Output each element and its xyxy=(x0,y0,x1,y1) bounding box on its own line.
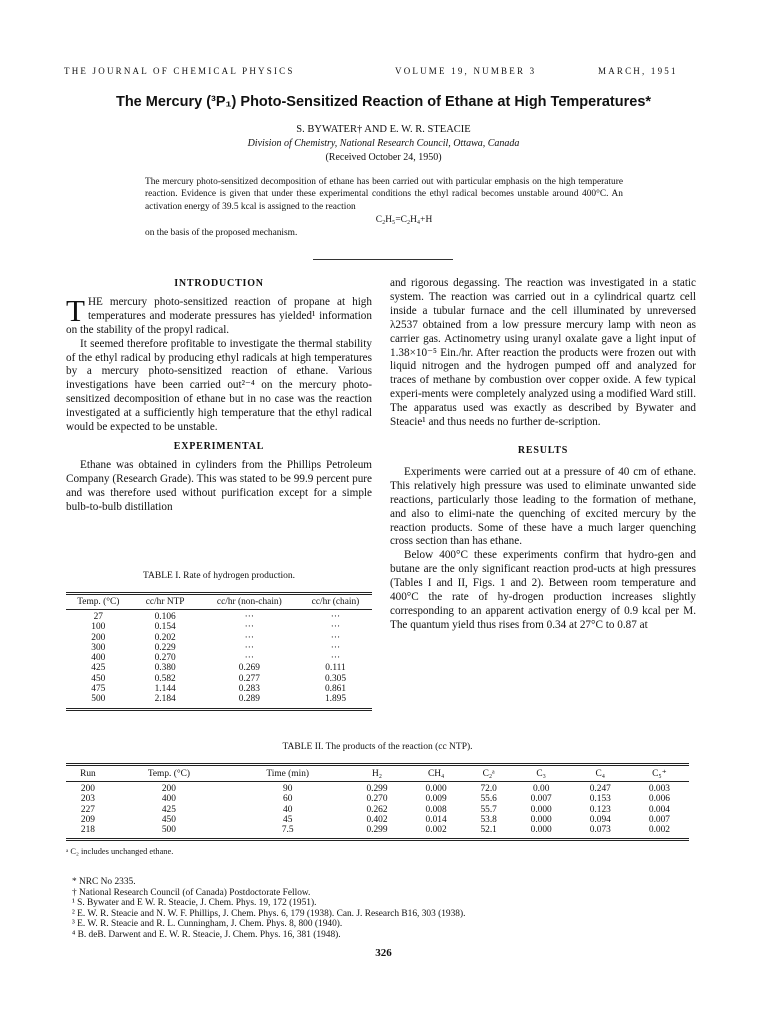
table1-cell: 100 xyxy=(91,622,106,633)
table1-cell: ··· xyxy=(244,612,255,622)
table1-cell: 0.229 xyxy=(154,642,176,653)
table2-cell: 0.00 xyxy=(532,784,550,794)
paper-title: The Mercury (³P₁) Photo-Sensitized Reaction of Ethane at High Temperatures* xyxy=(115,94,652,110)
abstract-tail: on the basis of the proposed mechanism. xyxy=(145,227,298,238)
table1-cell: 0.202 xyxy=(154,632,176,643)
table1-cell: 0.277 xyxy=(238,673,260,684)
footnote: ² E. W. R. Steacie and N. W. F. Phillips, J. Chem. Phys. 6, 179 (1938). Can. J. Research B16, 303 (1938). xyxy=(72,908,466,919)
table1-row xyxy=(66,622,372,632)
table2-cell: 500 xyxy=(161,825,176,836)
footnote: ¹ S. Bywater and E W. R. Steacie, J. Chem. Phys. 19, 172 (1951). xyxy=(72,898,317,909)
table2-cell: 0.000 xyxy=(530,804,552,815)
intro-paragraph-1: THE mercury photo-sensitized reaction of propane at high temperatures and moderate pressures has yielded¹ information on the stability of the propyl radical. xyxy=(66,292,372,336)
table2-row xyxy=(66,794,689,804)
table2-header: Run xyxy=(66,765,110,782)
abstract-text: The mercury photo-sensitized decomposition of ethane has been carried out with particular emphasis on the high temperature reaction. Evidence is given that under these experimental conditions the ethyl radical becomes unstable around 400°C. An activation energy of 39.5 kcal is assigned to the reaction xyxy=(145,177,623,212)
page-number: 326 xyxy=(375,947,392,959)
table1-cell: 0.154 xyxy=(154,622,176,633)
table2-cell: 55.6 xyxy=(480,794,497,805)
table2-header: Temp. (°C) xyxy=(110,765,228,782)
table2-cell: 7.5 xyxy=(281,825,294,836)
footnote: * NRC No 2335. xyxy=(72,877,136,887)
table2-cell: 200 xyxy=(80,784,95,794)
table1 xyxy=(66,592,372,711)
table1-cell: ··· xyxy=(330,642,341,653)
table2-header: C₅⁺ xyxy=(630,765,689,782)
table2-header: Time (min) xyxy=(228,765,347,782)
table1-row xyxy=(66,694,372,709)
table2-cell: 0.000 xyxy=(530,814,552,825)
table2-caption: TABLE II. The products of the reaction (cc NTP). xyxy=(282,742,473,752)
table2-cell: 0.007 xyxy=(530,794,552,805)
intro-paragraph-2: It seemed therefore profitable to investigate the thermal stability of the ethyl radical by producing ethyl radicals at high temperatures by a mercury photo-sensitized reaction of ethane. Various investigations have been carried out²⁻⁴ on the mercury photo-sensitized decomposition of ethane but in no case was the reaction investigated at a sufficiently high temperature that the ethyl radical would be expected to be unstable. xyxy=(66,337,372,434)
table1-cell: 0.269 xyxy=(238,663,260,674)
table1-cell: 300 xyxy=(91,642,106,653)
table2-row xyxy=(66,825,689,840)
table2-cell: 0.003 xyxy=(648,784,670,794)
results-paragraph-1: Experiments were carried out at a pressure of 40 cm of ethane. This relatively high pressure was used to eliminate unwanted side reactions, particularly those leading to the formation of methane, and also to elimi-nate the quenching of excited mercury by the reaction products. Some of these have a much larger quenching cross section than has ethane. xyxy=(390,465,696,548)
table2-cell: 0.000 xyxy=(530,825,552,836)
table2-cell: 200 xyxy=(161,784,176,794)
table2-cell: 72.0 xyxy=(480,784,497,794)
table2-cell: 0.262 xyxy=(366,804,388,815)
table2-cell: 60 xyxy=(283,794,293,805)
table1-cell: ··· xyxy=(244,632,255,643)
table1-cell: 200 xyxy=(91,632,106,643)
table1-cell: 0.861 xyxy=(324,684,347,695)
table2-cell: 90 xyxy=(283,784,293,794)
table2-cell: 0.153 xyxy=(589,794,611,805)
table2 xyxy=(66,763,689,858)
abstract xyxy=(145,176,623,239)
table2-cell: 0.123 xyxy=(589,804,611,815)
table1-cell: ··· xyxy=(244,642,255,653)
right-column xyxy=(390,277,696,633)
table2-cell: 218 xyxy=(80,825,95,836)
table2-cell: 40 xyxy=(283,804,293,815)
table1-header: cc/hr (non-chain) xyxy=(200,594,299,610)
table1-row xyxy=(66,663,372,673)
table2-cell: 425 xyxy=(161,804,176,815)
footnote: ⁴ B. deB. Darwent and E. W. R. Steacie, J. Chem. Phys. 16, 381 (1948). xyxy=(72,929,341,940)
footnote: † National Research Council (of Canada) Postdoctorate Fellow. xyxy=(72,887,311,898)
table2-cell: 0.002 xyxy=(648,825,670,836)
table2-cell: 0.002 xyxy=(425,825,447,836)
table2-header: C₄ xyxy=(571,765,630,782)
table2-cell: 53.8 xyxy=(480,814,497,825)
abstract-equation: C₂H₅=C₂H₄+H xyxy=(375,215,433,226)
table2-cell: 0.299 xyxy=(366,784,388,794)
table2-cell: 227 xyxy=(80,804,95,815)
table1-cell: 450 xyxy=(91,673,106,684)
table2-cell: 0.299 xyxy=(366,825,388,836)
table1-cell: ··· xyxy=(330,653,341,664)
table2-header: C₃ xyxy=(512,765,571,782)
table2-cell: 400 xyxy=(161,794,176,805)
table1-cell: 0.111 xyxy=(325,663,346,674)
journal-name: THE JOURNAL OF CHEMICAL PHYSICS xyxy=(64,66,295,76)
table2-cell: 0.014 xyxy=(425,814,447,825)
table1-header: Temp. (°C) xyxy=(66,594,131,610)
table1-row xyxy=(66,674,372,684)
table1-cell: 0.582 xyxy=(154,673,176,684)
dropcap-letter: T xyxy=(66,292,85,328)
experimental-paragraph-1: Ethane was obtained in cylinders from the Phillips Petroleum Company (Research Grade). This was stated to be 99.9 percent pure and was therefore used without purification except for a simple bulb-to-bulb distillation xyxy=(66,458,372,513)
table2-header: C₂ᵃ xyxy=(466,765,512,782)
table2-cell: 52.1 xyxy=(480,825,497,836)
authors: S. BYWATER† AND E. W. R. STEACIE xyxy=(296,124,471,135)
table2-cell: 0.008 xyxy=(425,804,447,815)
received-date: (Received October 24, 1950) xyxy=(325,152,442,163)
table2-cell: 0.270 xyxy=(366,794,388,805)
footnotes xyxy=(72,877,692,941)
experimental-heading: EXPERIMENTAL xyxy=(173,440,265,452)
issue-date: MARCH, 1951 xyxy=(598,66,678,76)
table2-cell: 45 xyxy=(283,814,293,825)
table1-cell: 0.289 xyxy=(238,694,260,705)
table1-cell: 1.895 xyxy=(324,694,347,705)
table1-cell: 0.305 xyxy=(324,673,347,684)
table2-cell: 0.009 xyxy=(425,794,447,805)
table2-cell: 0.402 xyxy=(366,814,388,825)
volume-number: VOLUME 19, NUMBER 3 xyxy=(395,66,537,76)
table2-cell: 450 xyxy=(161,814,176,825)
table2-row xyxy=(66,805,689,815)
methods-paragraph: and rigorous degassing. The reaction was investigated in a static system. The reaction was carried out in a cylindrical quartz cell inside a tubular furnace and the cell illuminated by unreversed λ2537 obtained from a low pressure mercury lamp with neon as carrier gas. Actinometry using uranyl oxalate gave a light input of 1.38×10⁻⁵ Ein./hr. After reaction the products were frozen out with liquid nitrogen and the hydrogen pumped off and analyzed for traces of methane by combustion over copper oxide. A few typical experi-ments were completely analyzed using a modified Ward still. The apparatus used was exactly as described by Bywater and Steacie¹ and thus needs no further de-scription. xyxy=(390,277,696,429)
table2-cell: 209 xyxy=(80,814,95,825)
table1-cell: 0.270 xyxy=(154,653,176,664)
table2-note: ᵃ C₂ includes unchanged ethane. xyxy=(66,847,174,857)
table1-cell: 0.380 xyxy=(154,663,176,674)
table1-cell: 475 xyxy=(91,684,106,695)
table1-cell: ··· xyxy=(330,632,341,643)
table1-cell: 27 xyxy=(93,612,103,622)
table2-cell: 0.007 xyxy=(648,814,670,825)
table1-header: cc/hr NTP xyxy=(131,594,200,610)
table1-row xyxy=(66,610,372,623)
intro-heading: INTRODUCTION xyxy=(174,278,264,289)
table2-cell: 203 xyxy=(80,794,95,805)
table1-row xyxy=(66,633,372,643)
left-column xyxy=(66,277,372,515)
table1-cell: 1.144 xyxy=(154,684,176,695)
results-heading: RESULTS xyxy=(517,444,569,456)
table1-cell: ··· xyxy=(244,653,255,664)
abstract-divider xyxy=(313,259,453,260)
footnote: ³ E. W. R. Steacie and R. L. Cunningham, J. Chem. Phys. 8, 800 (1940). xyxy=(72,919,343,930)
table2-cell: 0.247 xyxy=(589,784,611,794)
table1-cell: 0.283 xyxy=(238,684,260,695)
table1-cell: ··· xyxy=(244,622,255,633)
table1-cell: 500 xyxy=(91,694,106,705)
table2-cell: 0.006 xyxy=(648,794,670,805)
table1-cell: ··· xyxy=(330,622,341,633)
table1-header: cc/hr (chain) xyxy=(299,594,372,610)
affiliation: Division of Chemistry, National Research Council, Ottawa, Canada xyxy=(247,138,520,149)
table1-cell: ··· xyxy=(330,612,341,622)
table1-cell: 425 xyxy=(91,663,106,674)
table1-row xyxy=(66,684,372,694)
table1-cell: 400 xyxy=(91,653,106,664)
table1-row xyxy=(66,643,372,653)
table1-cell: 0.106 xyxy=(154,612,176,622)
table2-row xyxy=(66,782,689,795)
table2-cell: 0.073 xyxy=(589,825,611,836)
table2-cell: 0.000 xyxy=(425,784,447,794)
table2-header: CH₄ xyxy=(407,765,466,782)
table2-cell: 0.004 xyxy=(648,804,670,815)
table1-cell: 2.184 xyxy=(154,694,176,705)
table2-cell: 55.7 xyxy=(480,804,497,815)
results-paragraph-2: Below 400°C these experiments confirm that hydro-gen and butane are the only significant reaction prod-ucts at high pressures (Tables I and II, Figs. 1 and 2). Between room temperature and 400°C the rate of hy-drogen production increases slightly corresponding to an apparent activation energy of 0.9 kcal per M. The quantum yield thus rises from 0.34 at 27°C to 0.87 at xyxy=(390,549,696,631)
table2-header: H₂ xyxy=(347,765,406,782)
table2-row xyxy=(66,815,689,825)
table1-caption: TABLE I. Rate of hydrogen production. xyxy=(143,571,295,581)
table1-row xyxy=(66,653,372,663)
table2-cell: 0.094 xyxy=(589,814,611,825)
